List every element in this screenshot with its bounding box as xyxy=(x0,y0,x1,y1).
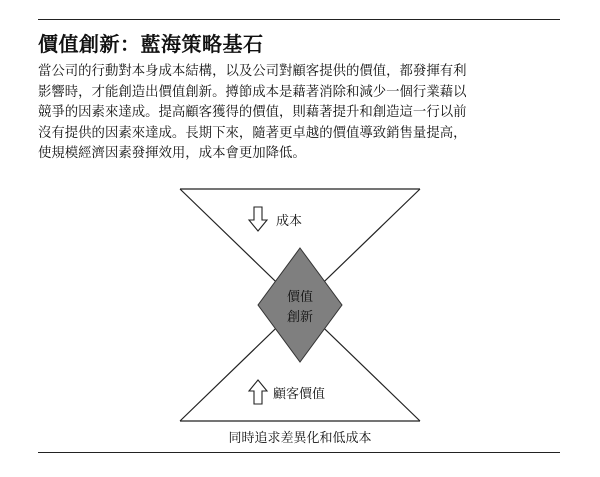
bottom-rule xyxy=(38,452,560,453)
center-label-line2: 創新 xyxy=(286,310,314,325)
paragraph-line: 沒有提供的因素來達成。長期下來，隨著更卓越的價值導致銷售量提高， xyxy=(38,125,467,141)
diagram-caption: 同時追求差異化和低成本 xyxy=(228,431,372,446)
page-title: 價值創新：藍海策略基石 xyxy=(38,32,264,56)
customer-value-label: 顧客價值 xyxy=(273,387,326,402)
value-innovation-diamond xyxy=(258,248,342,362)
down-arrow-icon xyxy=(249,207,267,231)
center-label-line1: 價值 xyxy=(286,290,314,305)
paragraph-line: 當公司的行動對本身成本結構，以及公司對顧客提供的價值，都發揮有利 xyxy=(38,64,467,79)
paragraph-line: 使規模經濟因素發揮效用，成本會更加降低。 xyxy=(38,146,306,161)
paragraph-line: 競爭的因素來達成。提高顧客獲得的價值，則藉著提升和創造這一行以前 xyxy=(38,105,467,120)
cost-label: 成本 xyxy=(276,214,303,229)
paragraph-line: 影響時，才能創造出價值創新。撙節成本是藉著消除和減少一個行業藉以 xyxy=(38,84,467,100)
up-arrow-icon xyxy=(249,380,267,404)
